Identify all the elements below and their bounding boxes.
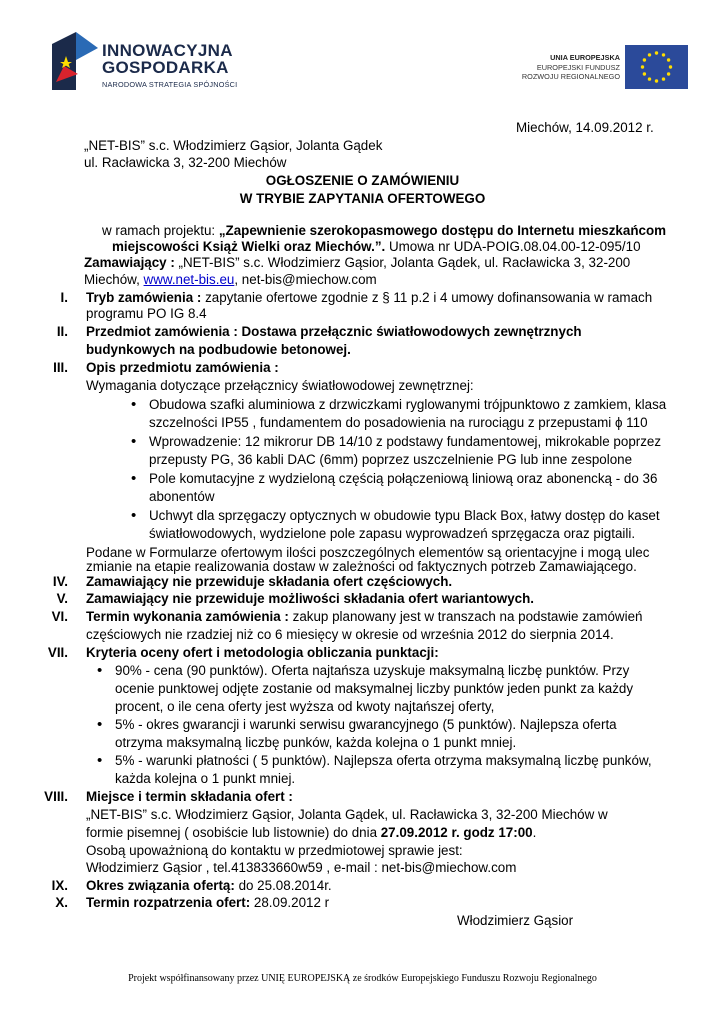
- list-item: 90% - cena (90 punktów). Oferta najtańsza uzyskuje maksymalną liczbę punktów. Przy: [115, 663, 630, 678]
- eu-logo-line-2: EUROPEJSKI FUNDUSZ: [536, 62, 620, 72]
- deadline-prefix: formie pisemnej ( osobiście lub listownie) do dnia: [86, 825, 381, 840]
- section-X-text: 28.09.2012 r: [250, 895, 330, 910]
- section-IX-label: Okres związania ofertą:: [86, 878, 235, 893]
- intro-line-4: [84, 272, 377, 288]
- section-X-line: [86, 895, 329, 911]
- list-item: Wprowadzenie: 12 mikrorur DB 14/10 z podstawy fundamentowej, mikrokable poprzez: [149, 434, 662, 449]
- bullet-icon: •: [97, 716, 103, 733]
- list-item: 5% - okres gwarancji i warunki serwisu gwarancyjnego (5 punktów). Najlepsza oferta: [115, 717, 617, 732]
- list-item-continuation: światłowodowych, wydzielone pole zapasu wyprowadzeń sprzęgacza oraz pigtaili.: [149, 526, 636, 541]
- list-item: Uchwyt dla sprzęgaczy optycznych w obudowie typu Black Box, łatwy dostęp do kaset: [149, 508, 660, 523]
- section-VI-text: zakup planowany jest w transzach na podstawie zamówień: [288, 609, 643, 624]
- intro-line-2: [112, 239, 641, 255]
- section-number: VII.: [47, 645, 68, 660]
- section-I-label: Tryb zamówienia :: [86, 290, 202, 305]
- project-name-part-1: „Zapewnienie szerokopasmowego dostępu do Internetu mieszkańcom: [218, 223, 667, 238]
- section-number: III.: [53, 360, 68, 375]
- section-VII-label: Kryteria oceny ofert i metodologia obliczania punktacji:: [86, 645, 439, 660]
- document-title-line-1: OGŁOSZENIE O ZAMÓWIENIU: [265, 173, 460, 188]
- signature: Włodzimierz Gąsior: [457, 913, 574, 928]
- list-item-continuation: każda kolejna o 1 punkt mniej.: [115, 771, 296, 786]
- eu-logo-line-1: UNIA EUROPEJSKA: [550, 53, 620, 62]
- section-number: I.: [60, 290, 68, 305]
- section-VIII-line-3: Osobą upoważnioną do kontaktu w przedmiotowej sprawie jest:: [86, 843, 463, 858]
- document-title-line-2: W TRYBIE ZAPYTANIA OFERTOWEGO: [239, 191, 486, 206]
- footer-text: Projekt współfinansowany przez UNIĘ EUROPEJSKĄ ze środków Europejskiego Funduszu Rozwoju Regionalnego: [128, 973, 597, 984]
- intro-line-3: [84, 255, 630, 271]
- section-I-text: zapytanie ofertowe zgodnie z § 11 p.2 i 4 umowy dofinansowania w ramach: [201, 290, 653, 305]
- section-VI-line-1: [86, 609, 642, 625]
- project-name-part-2: miejscowości Książ Wielki oraz Miechów.”.: [112, 239, 386, 254]
- section-IX-line: [86, 878, 332, 894]
- list-item: Pole komutacyjne z wydzieloną częścią połączeniową liniową oraz abonencką - do 36: [149, 471, 658, 486]
- list-item-continuation: szczelności IP55 , fundamentem do posadowienia na rurociągu z przepustami ϕ 110: [149, 415, 648, 430]
- place-date: Miechów, 14.09.2012 r.: [516, 120, 654, 135]
- section-VIII-line-2: [86, 825, 536, 841]
- list-item-continuation: przepusty PG, 36 kabli DAC (6mm) poprzez uszczelnienie PG lub inne zespolone: [149, 452, 633, 467]
- section-X-label: Termin rozpatrzenia ofert:: [86, 895, 251, 910]
- bullet-icon: •: [131, 507, 137, 524]
- section-number: VIII.: [44, 789, 68, 804]
- bullet-icon: •: [131, 470, 137, 487]
- eu-logo: [498, 44, 690, 90]
- orderer-label: Zamawiający :: [84, 255, 175, 270]
- section-VIII-label: Miejsce i termin składania ofert :: [86, 789, 293, 804]
- innowacyjna-gospodarka-logo: [52, 30, 272, 94]
- sender-line-1: „NET-BIS” s.c. Włodzimierz Gąsior, Jolanta Gądek: [84, 138, 383, 153]
- section-VIII-line-4: Włodzimierz Gąsior , tel.413833660w59 , e-mail : net-bis@miechow.com: [86, 860, 517, 875]
- section-VI-label: Termin wykonania zamówienia :: [86, 609, 289, 624]
- list-item-continuation: ocenie punktowej odjęte zostanie od maksymalnej liczby punktów jeden punkt za każdy: [115, 681, 634, 696]
- section-number: II.: [56, 324, 68, 339]
- section-II-line-1: Przedmiot zamówienia : Dostawa przełącznic światłowodowych zewnętrznych: [86, 324, 582, 339]
- section-number: VI.: [51, 609, 68, 624]
- section-I-line-1: [86, 290, 652, 306]
- list-item-continuation: abonentów: [149, 489, 215, 504]
- list-item-continuation: procent, o ile cena oferty jest wyższa od kwoty najtańszej oferty,: [115, 699, 495, 714]
- section-VIII-line-1: „NET-BIS” s.c. Włodzimierz Gąsior, Jolanta Gądek, ul. Racławicka 3, 32-200 Miechów w: [86, 807, 608, 822]
- deadline: 27.09.2012 r. godz 17:00: [380, 825, 533, 840]
- section-VI-line-2: częściowych nie rzadziej niż co 6 miesięcy w okresie od września 2012 do sierpnia 2014.: [86, 627, 614, 642]
- innowacyjna-gospodarka-emblem-icon: [52, 30, 98, 90]
- bullet-icon: •: [131, 433, 137, 450]
- intro-prefix: w ramach projektu:: [102, 223, 219, 238]
- bullet-icon: •: [97, 752, 103, 769]
- bullet-icon: •: [131, 396, 137, 413]
- section-I-line-2: programu PO IG 8.4: [86, 306, 207, 321]
- contract-number: Umowa nr UDA-POIG.08.04.00-12-095/10: [385, 239, 641, 254]
- logo-subtitle: NARODOWA STRATEGIA SPÓJNOŚCI: [102, 80, 238, 89]
- section-V-text: Zamawiający nie przewiduje możliwości składania ofert wariantowych.: [86, 591, 534, 606]
- orderer-text: „NET-BIS” s.c. Włodzimierz Gąsior, Jolanta Gądek, ul. Racławicka 3, 32-200: [174, 255, 631, 270]
- section-III-note-line-1: Podane w Formularze ofertowym ilości poszczególnych elementów są orientacyjne i mogą ulec: [86, 545, 650, 560]
- section-IV-text: Zamawiający nie przewiduje składania ofert częściowych.: [86, 574, 453, 589]
- intro-line-1: [102, 223, 666, 239]
- list-item: Obudowa szafki aluminiowa z drzwiczkami ryglowanymi trójpunktowo z zamkiem, klasa: [149, 397, 667, 412]
- section-III-note-line-2: zmianie na etapie realizowania dostaw w zależności od faktycznych potrzeb Zamawiającego.: [86, 559, 637, 574]
- section-number: IV.: [52, 574, 68, 589]
- list-item-continuation: otrzyma maksymalną liczbę punków, każda kolejna o 1 punkt mniej.: [115, 735, 517, 750]
- section-II-line-2: budynkowych na podbudowie betonowej.: [86, 342, 351, 357]
- section-III-label: Opis przedmiotu zamówienia :: [86, 360, 279, 375]
- list-item: 5% - warunki płatności ( 5 punktów). Najlepsza oferta otrzyma maksymalną liczbę punków,: [115, 753, 652, 768]
- section-number: X.: [55, 895, 68, 910]
- section-number: IX.: [51, 878, 68, 893]
- website-link[interactable]: www.net-bis.eu: [143, 272, 235, 287]
- section-number: V.: [56, 591, 68, 606]
- sender-line-2: ul. Racławicka 3, 32-200 Miechów: [84, 155, 287, 170]
- section-IX-text: do 25.08.2014r.: [234, 878, 332, 893]
- eu-flag-icon: [625, 45, 688, 89]
- orderer-city: Miechów,: [84, 272, 144, 287]
- orderer-email: , net-bis@miechow.com: [234, 272, 377, 287]
- logo-line-2: GOSPODARKA: [102, 58, 229, 77]
- eu-logo-line-3: ROZWOJU REGIONALNEGO: [521, 72, 620, 82]
- bullet-icon: •: [97, 662, 103, 679]
- section-III-lead: Wymagania dotyczące przełącznicy światłowodowej zewnętrznej:: [86, 378, 474, 393]
- deadline-suffix: .: [532, 825, 537, 840]
- logo-line-1: INNOWACYJNA: [102, 41, 233, 60]
